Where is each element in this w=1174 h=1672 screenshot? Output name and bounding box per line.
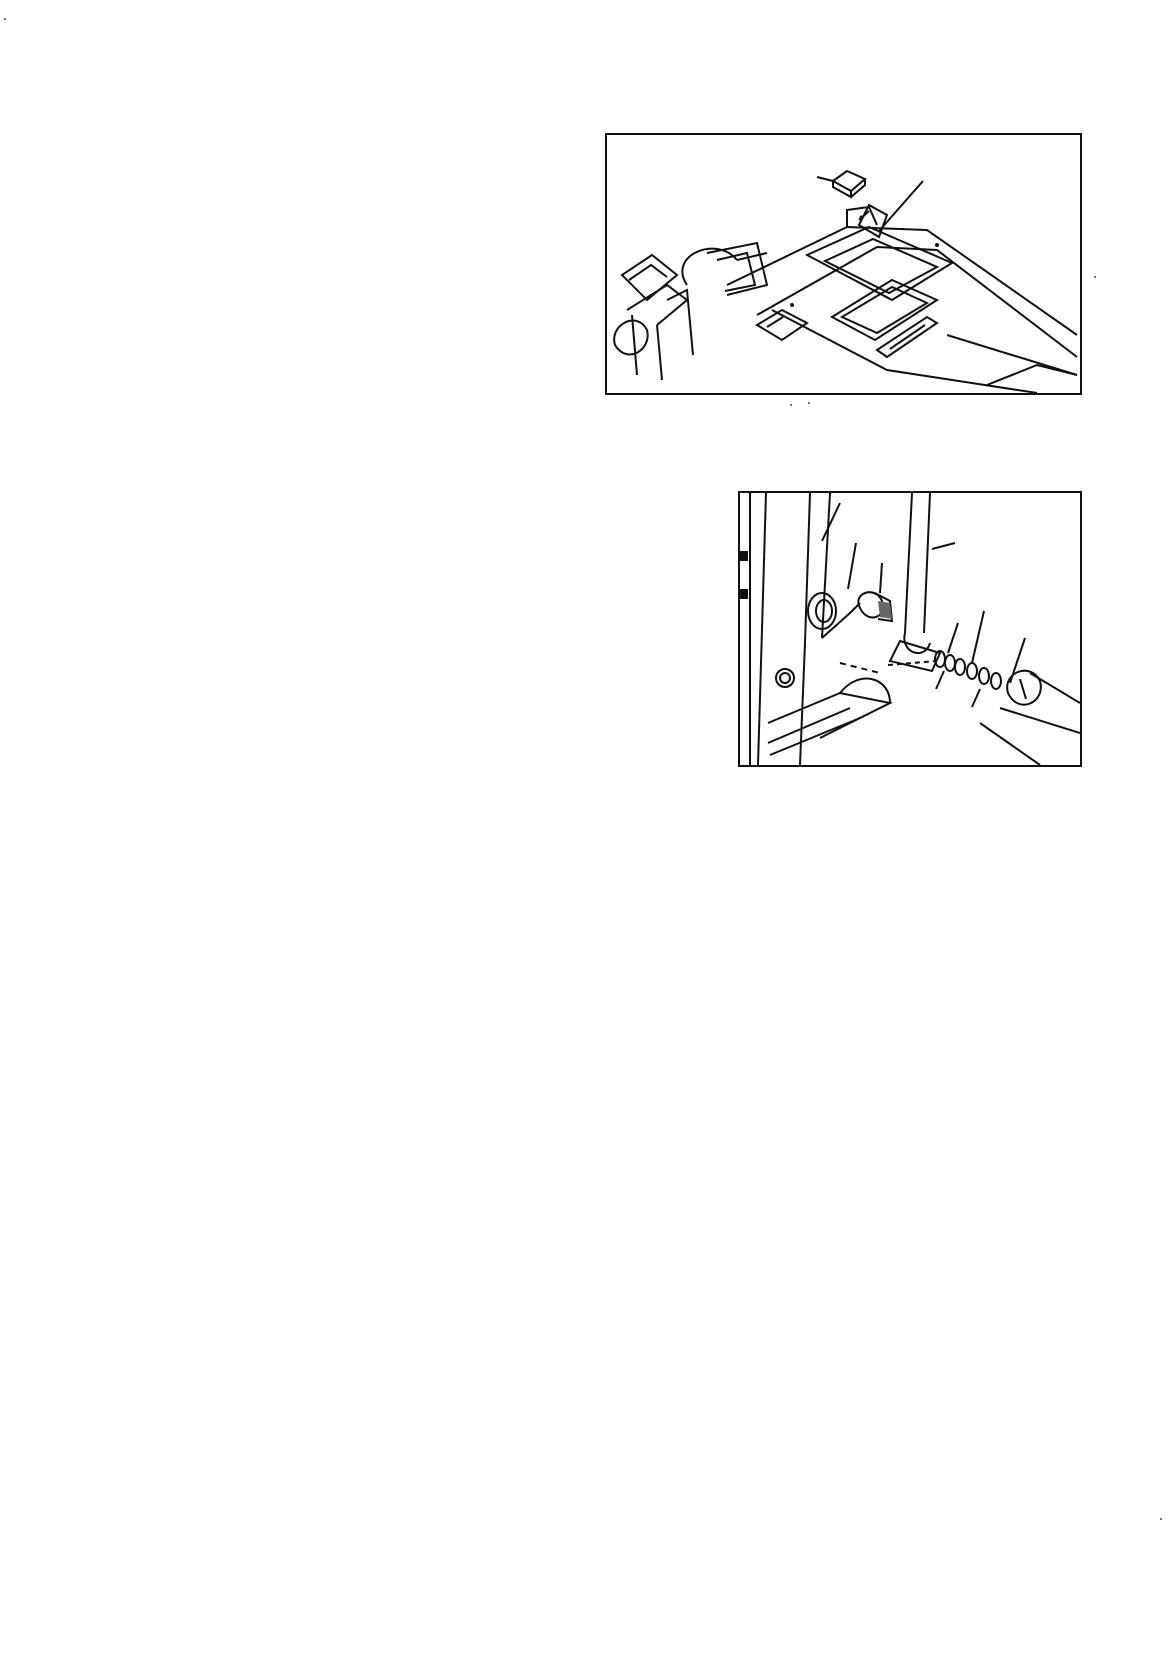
scan-speck — [1160, 1518, 1162, 1520]
scan-speck — [790, 404, 792, 406]
arm-exploded-drawing — [740, 493, 1080, 765]
scan-speck — [808, 402, 810, 404]
battery-drawing — [607, 135, 1080, 393]
battery-figure — [605, 133, 1082, 395]
scan-speck — [1094, 276, 1096, 278]
scan-speck — [4, 18, 6, 20]
upper-body-arm-figure — [738, 491, 1082, 767]
